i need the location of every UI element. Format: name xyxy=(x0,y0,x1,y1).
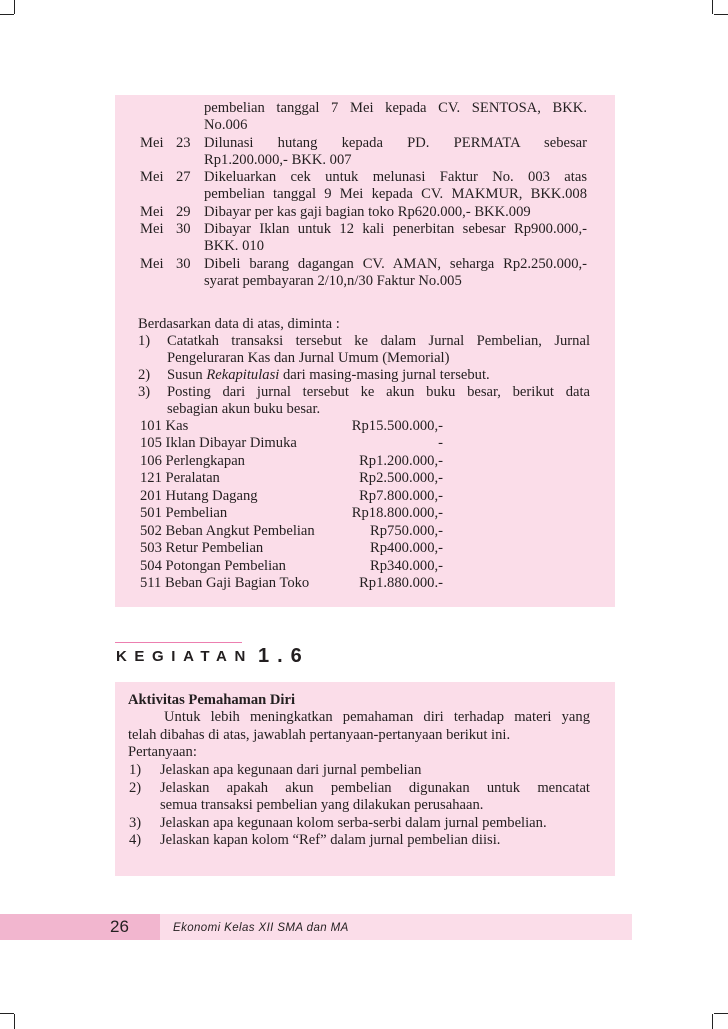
task-text: Posting dari jurnal tersebut ke akun buku besar, berikut data xyxy=(167,384,590,400)
transaction-text: Dibeli barang dagangan CV. AMAN, seharga Rp2.250.000,- xyxy=(204,256,587,272)
crop-mark xyxy=(0,1013,14,1014)
account-row xyxy=(140,523,315,540)
account-code: 101 xyxy=(140,418,162,434)
account-row xyxy=(140,575,309,592)
account-row xyxy=(140,435,297,452)
account-value: Rp15.500.000,- xyxy=(351,418,443,434)
account-code: 501 xyxy=(140,505,162,521)
account-name: Hutang Dagang xyxy=(165,488,258,504)
footer-page-tab xyxy=(0,914,160,940)
kegiatan-label: KEGIATAN xyxy=(116,648,253,665)
account-name: Pembelian xyxy=(165,505,228,521)
transaction-text: syarat pembayaran 2/10,n/30 Faktur No.005 xyxy=(204,273,462,289)
account-value: Rp2.500.000,- xyxy=(359,470,443,486)
task-text-pre: Susun xyxy=(167,367,207,383)
transaction-month: Mei xyxy=(140,221,164,237)
task-text: Catatkah transaksi tersebut ke dalam Jurnal Pembelian, Jurnal xyxy=(167,333,590,349)
account-name: Iklan Dibayar Dimuka xyxy=(165,435,297,451)
transaction-day: 29 xyxy=(176,204,191,220)
transaction-text: Dibayar per kas gaji bagian toko Rp620.000,- BKK.009 xyxy=(204,204,531,220)
account-name: Peralatan xyxy=(165,470,220,486)
account-row xyxy=(140,540,263,557)
transaction-day: 27 xyxy=(176,169,191,185)
account-name: Retur Pembelian xyxy=(165,540,264,556)
transaction-text: Dibayar Iklan untuk 12 kali penerbitan sebesar Rp900.000,- xyxy=(204,221,587,237)
transaction-month: Mei xyxy=(140,135,164,151)
question-number: 2) xyxy=(129,780,142,796)
account-row xyxy=(140,418,188,435)
account-code: 106 xyxy=(140,453,162,469)
tasks-intro: Berdasarkan data di atas, diminta : xyxy=(138,316,340,332)
account-value: Rp750.000,- xyxy=(370,523,443,539)
transaction-day: 30 xyxy=(176,256,191,272)
kegiatan-number: 1.6 xyxy=(258,645,310,667)
account-row xyxy=(140,505,227,522)
account-value: - xyxy=(438,435,443,451)
question-number: 1) xyxy=(129,762,142,778)
account-name: Perlengkapan xyxy=(165,453,245,469)
transaction-text: Rp1.200.000,- BKK. 007 xyxy=(204,152,352,168)
task-text xyxy=(167,367,490,384)
activity-paragraph: telah dibahas di atas, jawablah pertanyaan-pertanyaan berikut ini. xyxy=(128,727,511,743)
question-text: Jelaskan apa kegunaan kolom serba-serbi dalam jurnal pembelian. xyxy=(160,815,547,831)
question-text: semua transaksi pembelian yang dilakukan perusahaan. xyxy=(160,797,484,813)
account-code: 503 xyxy=(140,540,162,556)
account-name: Beban Angkut Pembelian xyxy=(165,523,315,539)
transaction-text: pembelian tanggal 7 Mei kepada CV. SENTOSA, BKK. xyxy=(204,100,587,116)
transaction-text: No.006 xyxy=(204,117,248,133)
crop-mark xyxy=(14,1014,15,1029)
account-name: Potongan Pembelian xyxy=(165,558,286,574)
account-value: Rp400.000,- xyxy=(370,540,443,556)
account-value: Rp340.000,- xyxy=(370,558,443,574)
account-value: Rp18.800.000,- xyxy=(351,505,443,521)
account-code: 105 xyxy=(140,435,162,451)
task-text-post: dari masing-masing jurnal tersebut. xyxy=(279,367,490,383)
account-code: 502 xyxy=(140,523,162,539)
crop-mark xyxy=(0,14,14,15)
task-text: Pengeluraran Kas dan Jurnal Umum (Memorial) xyxy=(167,350,450,366)
account-row xyxy=(140,453,245,470)
question-number: 3) xyxy=(129,815,142,831)
activity-paragraph: Untuk lebih meningkatkan pemahaman diri terhadap materi yang xyxy=(164,709,590,725)
page-number: 26 xyxy=(110,917,129,936)
crop-mark xyxy=(712,0,713,14)
task-number: 2) xyxy=(138,367,151,383)
account-value: Rp7.800.000,- xyxy=(359,488,443,504)
crop-mark xyxy=(714,1013,728,1014)
account-row xyxy=(140,488,258,505)
account-name: Kas xyxy=(165,418,189,434)
transaction-text: Dikeluarkan cek untuk melunasi Faktur No. 003 atas xyxy=(204,169,587,185)
transaction-text: BKK. 010 xyxy=(204,238,264,254)
questions-label: Pertanyaan: xyxy=(128,744,197,760)
task-number: 1) xyxy=(138,333,151,349)
section-rule xyxy=(115,642,242,643)
crop-mark xyxy=(712,1014,713,1029)
question-number: 4) xyxy=(129,832,142,848)
transaction-text: pembelian tanggal 9 Mei kepada CV. MAKMUR, BKK.008 xyxy=(204,186,587,202)
transaction-day: 23 xyxy=(176,135,191,151)
account-code: 504 xyxy=(140,558,162,574)
account-code: 201 xyxy=(140,488,162,504)
transaction-month: Mei xyxy=(140,169,164,185)
crop-mark xyxy=(14,0,15,14)
question-text: Jelaskan apakah akun pembelian digunakan untuk mencatat xyxy=(160,780,590,796)
account-value: Rp1.200.000,- xyxy=(359,453,443,469)
transaction-text: Dilunasi hutang kepada PD. PERMATA sebesar xyxy=(204,135,587,151)
account-name: Beban Gaji Bagian Toko xyxy=(165,575,310,591)
account-row xyxy=(140,558,286,575)
account-code: 511 xyxy=(140,575,162,591)
question-text: Jelaskan apa kegunaan dari jurnal pembelian xyxy=(160,762,422,778)
transaction-month: Mei xyxy=(140,256,164,272)
crop-mark xyxy=(714,14,728,15)
transaction-month: Mei xyxy=(140,204,164,220)
task-text: sebagian akun buku besar. xyxy=(167,401,321,417)
account-value: Rp1.880.000.- xyxy=(359,575,443,591)
task-number: 3) xyxy=(138,384,151,400)
transaction-day: 30 xyxy=(176,221,191,237)
task-text-italic: Rekapitulasi xyxy=(206,367,280,383)
book-title: Ekonomi Kelas XII SMA dan MA xyxy=(173,922,349,934)
activity-title: Aktivitas Pemahaman Diri xyxy=(128,692,296,708)
account-row xyxy=(140,470,220,487)
account-code: 121 xyxy=(140,470,162,486)
question-text: Jelaskan kapan kolom “Ref” dalam jurnal pembelian diisi. xyxy=(160,832,501,848)
